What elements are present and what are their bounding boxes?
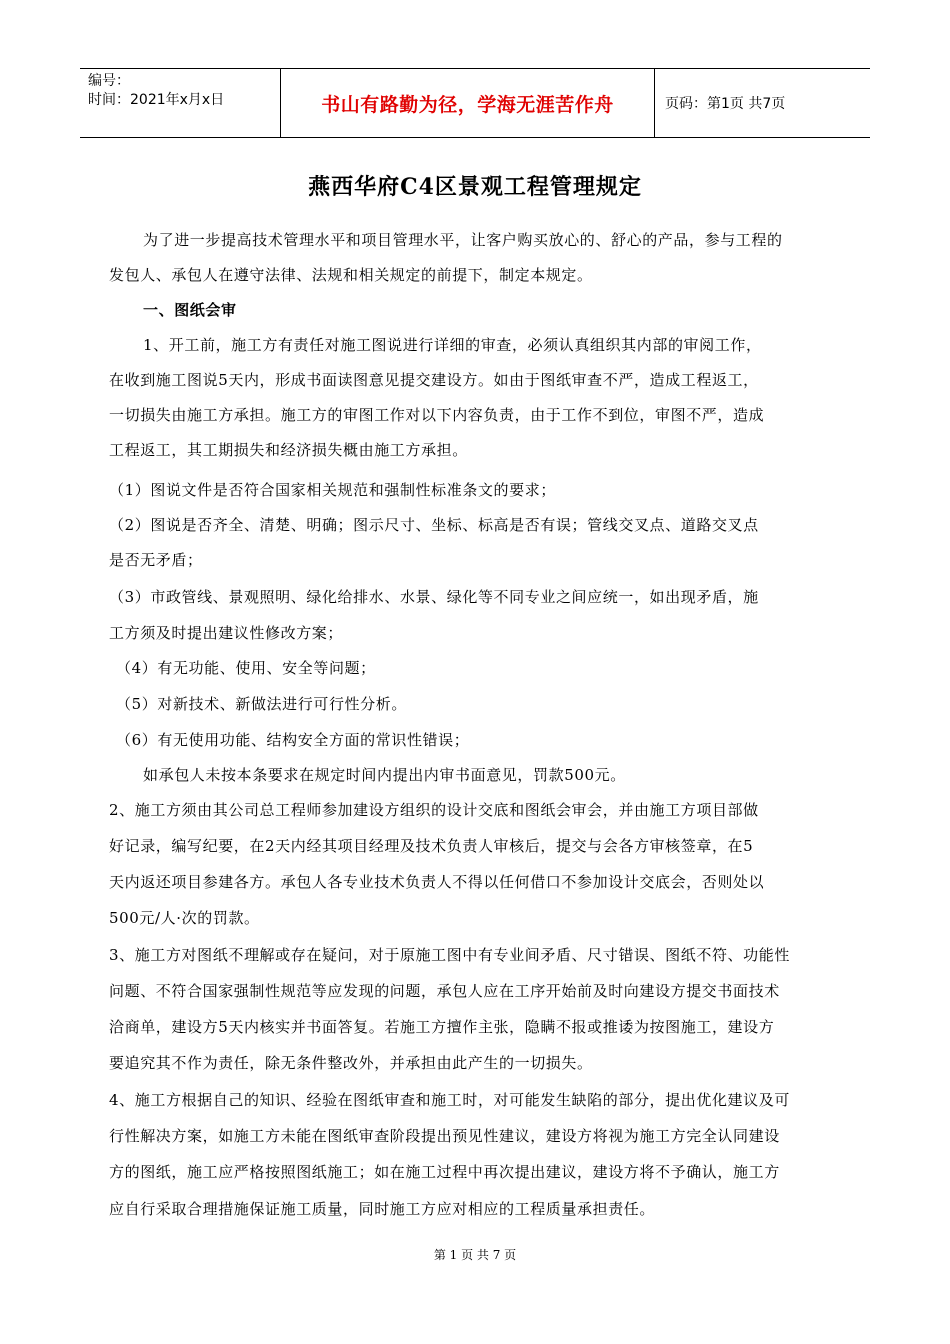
section-heading: 一、图纸会审 [143,301,237,319]
paragraph-line: 问题、不符合国家强制性规范等应发现的问题，承包人应在工序开始前及时向建设方提交书面技术 [109,982,780,1000]
paragraph-line: 要追究其不作为责任，除无条件整改外，并承担由此产生的一切损失。 [109,1054,593,1072]
paragraph-line: 500元/人·次的罚款。 [109,909,260,927]
paragraph-line: 2、施工方须由其公司总工程师参加建设方组织的设计交底和图纸会审会，并由施工方项目部做 [109,801,759,819]
paragraph-line: 洽商单，建设方5天内核实并书面答复。若施工方擅作主张，隐瞒不报或推诿为按图施工，建设方 [109,1018,775,1036]
list-item: （4）有无功能、使用、安全等问题； [116,659,376,677]
list-item: （5）对新技术、新做法进行可行性分析。 [116,695,407,713]
document-title: 燕西华府C4区景观工程管理规定 [308,174,642,200]
list-item: （3）市政管线、景观照明、绿化给排水、水景、绿化等不同专业之间应统一，如出现矛盾，施 [109,588,759,606]
paragraph-line: 是否无矛盾； [109,551,203,569]
date-label: 时间：2021年x月x日 [88,92,225,108]
paragraph-line: 行性解决方案，如施工方未能在图纸审查阶段提出预见性建议，建设方将视为施工方完全认同建设 [109,1127,780,1145]
paragraph-line: 3、施工方对图纸不理解或存在疑问，对于原施工图中有专业间矛盾、尺寸错误、图纸不符、功能性 [109,946,790,964]
header-info-cell [80,69,281,137]
paragraph-line: 为了进一步提高技术管理水平和项目管理水平，让客户购买放心的、舒心的产品，参与工程的 [143,231,783,249]
list-item: （6）有无使用功能、结构安全方面的常识性错误； [116,731,470,749]
paragraph-line: 1、开工前，施工方有责任对施工图说进行详细的审查，必须认真组织其内部的审阅工作， [143,336,762,354]
header-motto: 书山有路勤为径，学海无涯苦作舟 [281,69,655,137]
header-page-label: 页码：第1页 共7页 [665,96,786,112]
header-table [80,68,870,138]
paragraph-line: 工程返工，其工期损失和经济损失概由施工方承担。 [109,441,468,459]
paragraph-line: 4、施工方根据自己的知识、经验在图纸审查和施工时，对可能发生缺陷的部分，提出优化建议及可 [109,1091,790,1109]
paragraph-line: 一切损失由施工方承担。施工方的审图工作对以下内容负责，由于工作不到位，审图不严，造成 [109,406,765,424]
paragraph-line: 发包人、承包人在遵守法律、法规和相关规定的前提下，制定本规定。 [109,266,593,284]
paragraph-line: 方的图纸，施工应严格按照图纸施工；如在施工过程中再次提出建议，建设方将不予确认，施工方 [109,1163,780,1181]
number-label: 编号： [88,73,130,89]
list-item: （1）图说文件是否符合国家相关规范和强制性标准条文的要求； [109,481,556,499]
paragraph-line: 应自行采取合理措施保证施工质量，同时施工方应对相应的工程质量承担责任。 [109,1200,656,1218]
paragraph-line: 在收到施工图说5天内，形成书面读图意见提交建设方。如由于图纸审查不严，造成工程返工， [109,371,759,389]
paragraph-line: 天内返还项目参建各方。承包人各专业技术负责人不得以任何借口不参加设计交底会，否则处以 [109,873,765,891]
list-item: （2）图说是否齐全、清楚、明确；图示尺寸、坐标、标高是否有误；管线交叉点、道路交叉点 [109,516,759,534]
paragraph-line: 如承包人未按本条要求在规定时间内提出内审书面意见，罚款500元。 [143,766,626,784]
page-footer: 第 1 页 共 7 页 [433,1248,517,1262]
paragraph-line: 工方须及时提出建议性修改方案； [109,624,344,642]
paragraph-line: 好记录，编写纪要，在2天内经其项目经理及技术负责人审核后，提交与会各方审核签章，在5 [109,837,754,855]
